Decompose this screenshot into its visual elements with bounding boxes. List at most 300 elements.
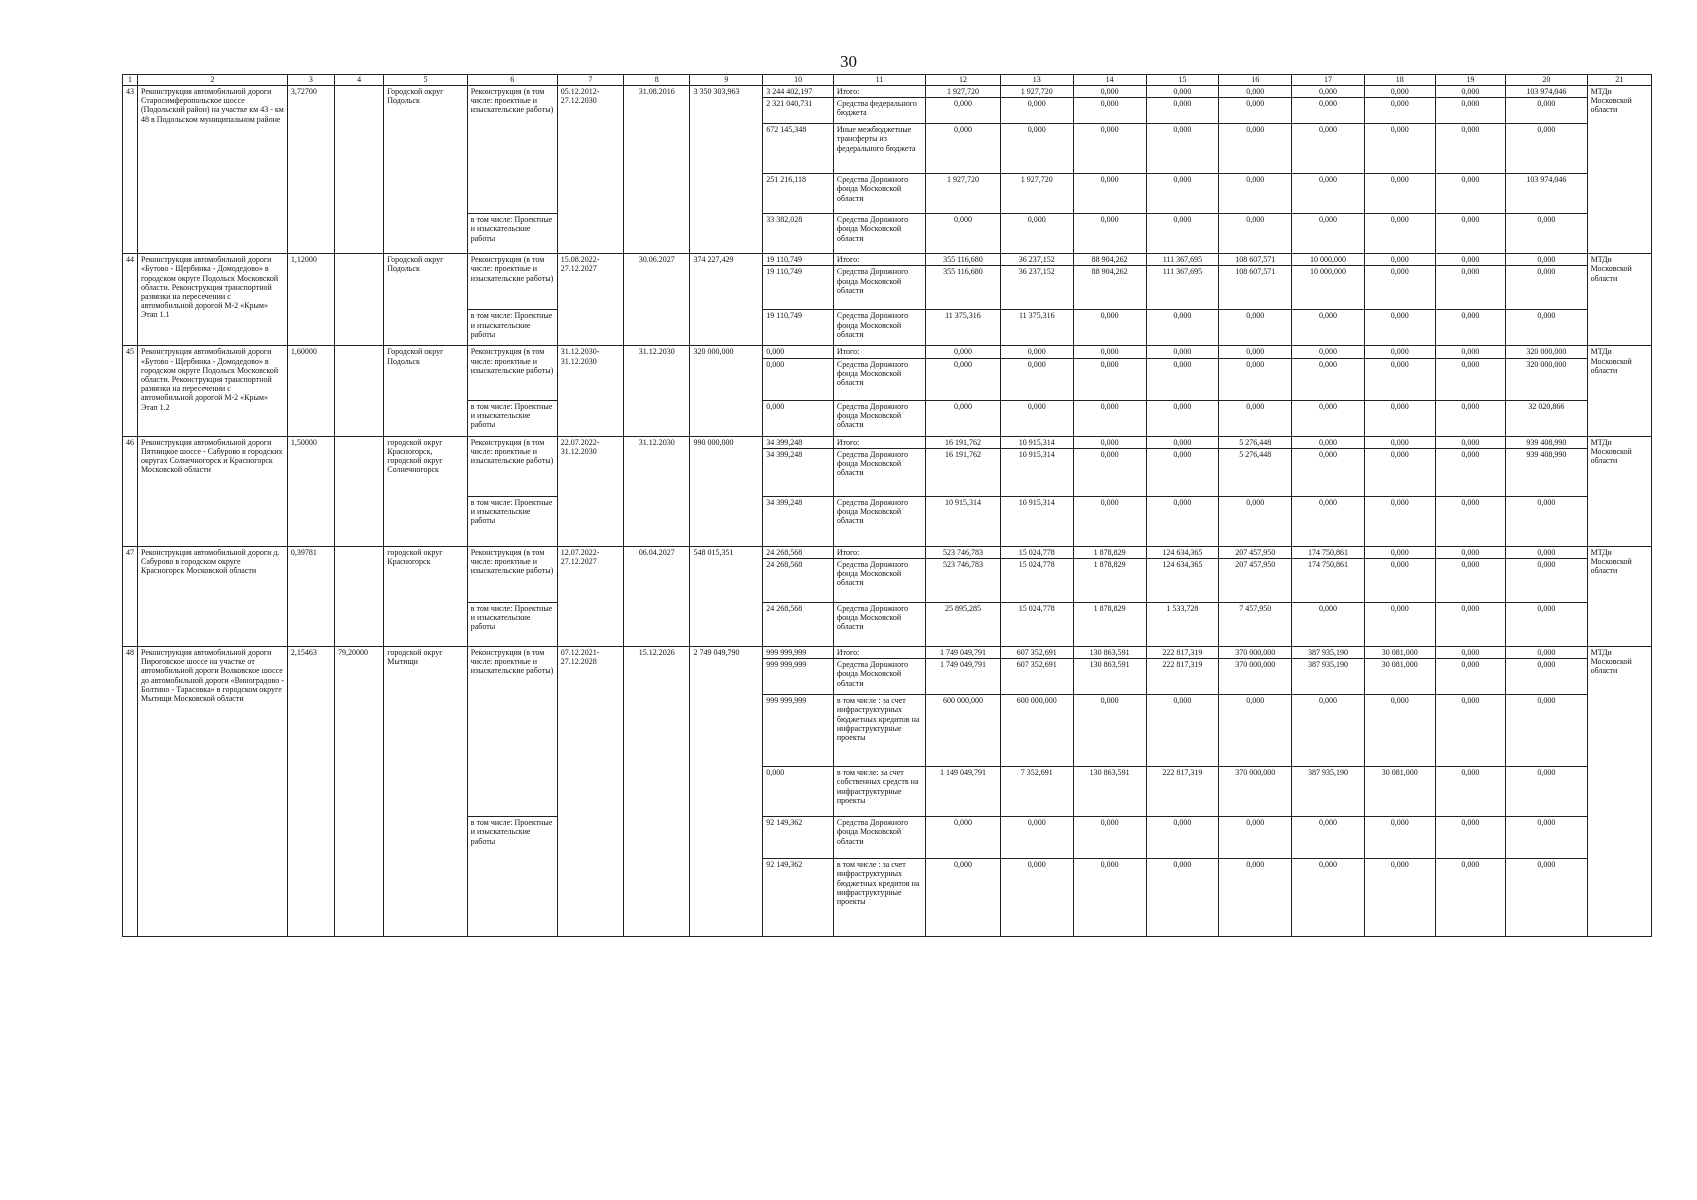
column-number-11: 11 bbox=[833, 75, 925, 86]
column-number-6: 6 bbox=[467, 75, 557, 86]
year-value-18: 30 081,000 bbox=[1364, 646, 1435, 658]
project-period: 12.07.2022-27.12.2027 bbox=[557, 546, 623, 646]
year-value-12: 1 149 049,791 bbox=[925, 767, 1000, 817]
funding-source: Иные межбюджетные трансферты из федерального бюджета bbox=[833, 124, 925, 174]
year-value-18: 0,000 bbox=[1364, 124, 1435, 174]
funding-source: Средства Дорожного фонда Московской области bbox=[833, 602, 925, 646]
project-name: Реконструкция автомобильной дороги Старосимферопольское шоссе (Подольский район) на участке км 43 - км 48 в Подольском муниципальном районе bbox=[137, 86, 287, 254]
project-number: 47 bbox=[123, 546, 138, 646]
year-value-16: 207 457,950 bbox=[1219, 558, 1292, 602]
year-value-13: 0,000 bbox=[1000, 98, 1073, 124]
project-name: Реконструкция автомобильной дороги Пятницкое шоссе - Сабурово в городских округах Солнечногорск и Красногорск Московской области bbox=[137, 436, 287, 546]
project-work-type: Реконструкция (в том числе: проектные и изыскательские работы) bbox=[467, 346, 557, 400]
source-total: 92 149,362 bbox=[763, 817, 834, 859]
column-number-10: 10 bbox=[763, 75, 834, 86]
year-value-14: 1 878,829 bbox=[1073, 602, 1146, 646]
year-value-15: 0,000 bbox=[1146, 817, 1219, 859]
year-value-13: 10 915,314 bbox=[1000, 448, 1073, 496]
year-value-12: 16 191,762 bbox=[925, 436, 1000, 448]
column-number-15: 15 bbox=[1146, 75, 1219, 86]
executor: МТДи Московской области bbox=[1587, 346, 1651, 436]
year-value-13: 0,000 bbox=[1000, 346, 1073, 358]
funding-source: Итого: bbox=[833, 546, 925, 558]
project-work-subtype: в том числе: Проектные и изыскательские работы bbox=[467, 400, 557, 436]
year-value-18: 0,000 bbox=[1364, 86, 1435, 98]
year-value-20: 0,000 bbox=[1506, 767, 1587, 817]
funding-source: Средства Дорожного фонда Московской области bbox=[833, 214, 925, 254]
year-value-15: 111 367,695 bbox=[1146, 266, 1219, 310]
project-work-type: Реконструкция (в том числе: проектные и изыскательские работы) bbox=[467, 254, 557, 310]
year-value-13: 10 915,314 bbox=[1000, 496, 1073, 546]
year-value-18: 0,000 bbox=[1364, 448, 1435, 496]
year-value-17: 387 935,190 bbox=[1292, 646, 1365, 658]
year-value-15: 0,000 bbox=[1146, 98, 1219, 124]
column-number-4: 4 bbox=[334, 75, 383, 86]
year-value-20: 0,000 bbox=[1506, 695, 1587, 767]
page-number: 30 bbox=[840, 52, 857, 71]
year-value-13: 0,000 bbox=[1000, 400, 1073, 436]
table-body bbox=[123, 86, 1652, 937]
table-row bbox=[123, 254, 1652, 266]
project-period: 05.12.2012-27.12.2030 bbox=[557, 86, 623, 254]
project-col4 bbox=[334, 546, 383, 646]
year-value-20: 103 974,046 bbox=[1506, 174, 1587, 214]
year-value-20: 0,000 bbox=[1506, 310, 1587, 346]
project-period: 07.12.2021-27.12.2028 bbox=[557, 646, 623, 936]
year-value-14: 0,000 bbox=[1073, 124, 1146, 174]
source-total: 0,000 bbox=[763, 400, 834, 436]
year-value-14: 0,000 bbox=[1073, 817, 1146, 859]
project-work-subtype: в том числе: Проектные и изыскательские работы bbox=[467, 817, 557, 937]
project-col4: 79,20000 bbox=[334, 646, 383, 936]
column-number-9: 9 bbox=[690, 75, 763, 86]
year-value-13: 36 237,152 bbox=[1000, 254, 1073, 266]
year-value-12: 0,000 bbox=[925, 859, 1000, 937]
year-value-13: 0,000 bbox=[1000, 214, 1073, 254]
year-value-17: 0,000 bbox=[1292, 436, 1365, 448]
year-value-14: 0,000 bbox=[1073, 496, 1146, 546]
source-total: 999 999,999 bbox=[763, 646, 834, 658]
year-value-14: 0,000 bbox=[1073, 310, 1146, 346]
year-value-12: 355 116,680 bbox=[925, 266, 1000, 310]
year-value-14: 0,000 bbox=[1073, 214, 1146, 254]
year-value-20: 0,000 bbox=[1506, 254, 1587, 266]
year-value-16: 0,000 bbox=[1219, 859, 1292, 937]
source-total: 24 268,568 bbox=[763, 602, 834, 646]
project-name: Реконструкция автомобильной дороги «Бутово - Щербинка - Домодедово» в городском округе Подольск Московской области. Реконструкция транспортной развязки на пересечении с автомобильной дорогой М-2 «Крым» Этап 1.1 bbox=[137, 254, 287, 346]
year-value-14: 130 863,591 bbox=[1073, 659, 1146, 695]
funding-source: Итого: bbox=[833, 346, 925, 358]
year-value-18: 0,000 bbox=[1364, 546, 1435, 558]
year-value-14: 0,000 bbox=[1073, 358, 1146, 400]
year-value-19: 0,000 bbox=[1435, 448, 1506, 496]
year-value-20: 320 000,000 bbox=[1506, 358, 1587, 400]
year-value-12: 0,000 bbox=[925, 124, 1000, 174]
year-value-19: 0,000 bbox=[1435, 254, 1506, 266]
project-number: 43 bbox=[123, 86, 138, 254]
year-value-17: 0,000 bbox=[1292, 124, 1365, 174]
project-cost: 548 015,351 bbox=[690, 546, 763, 646]
source-total: 34 399,248 bbox=[763, 496, 834, 546]
funding-source: Средства Дорожного фонда Московской области bbox=[833, 496, 925, 546]
year-value-20: 0,000 bbox=[1506, 98, 1587, 124]
year-value-13: 36 237,152 bbox=[1000, 266, 1073, 310]
table-row bbox=[123, 646, 1652, 658]
column-number-13: 13 bbox=[1000, 75, 1073, 86]
year-value-19: 0,000 bbox=[1435, 86, 1506, 98]
year-value-16: 0,000 bbox=[1219, 98, 1292, 124]
project-location: городской округ Мытищи bbox=[384, 646, 468, 936]
year-value-15: 0,000 bbox=[1146, 346, 1219, 358]
funding-source: Средства Дорожного фонда Московской области bbox=[833, 174, 925, 214]
year-value-17: 0,000 bbox=[1292, 695, 1365, 767]
year-value-18: 0,000 bbox=[1364, 859, 1435, 937]
year-value-15: 124 634,365 bbox=[1146, 546, 1219, 558]
year-value-15: 222 817,319 bbox=[1146, 767, 1219, 817]
year-value-14: 1 878,829 bbox=[1073, 546, 1146, 558]
year-value-16: 370 000,000 bbox=[1219, 646, 1292, 658]
year-value-14: 1 878,829 bbox=[1073, 558, 1146, 602]
project-length: 1,60000 bbox=[287, 346, 334, 436]
year-value-19: 0,000 bbox=[1435, 358, 1506, 400]
year-value-20: 0,000 bbox=[1506, 817, 1587, 859]
funding-source: Средства Дорожного фонда Московской области bbox=[833, 558, 925, 602]
year-value-17: 0,000 bbox=[1292, 448, 1365, 496]
project-date: 30.06.2027 bbox=[624, 254, 690, 346]
year-value-18: 0,000 bbox=[1364, 98, 1435, 124]
funding-source: Средства Дорожного фонда Московской области bbox=[833, 448, 925, 496]
year-value-19: 0,000 bbox=[1435, 124, 1506, 174]
project-length: 0,39781 bbox=[287, 546, 334, 646]
funding-source: Средства Дорожного фонда Московской области bbox=[833, 817, 925, 859]
year-value-14: 130 863,591 bbox=[1073, 767, 1146, 817]
year-value-19: 0,000 bbox=[1435, 767, 1506, 817]
year-value-13: 607 352,691 bbox=[1000, 659, 1073, 695]
year-value-12: 1 927,720 bbox=[925, 86, 1000, 98]
year-value-17: 0,000 bbox=[1292, 174, 1365, 214]
year-value-17: 387 935,190 bbox=[1292, 659, 1365, 695]
year-value-19: 0,000 bbox=[1435, 817, 1506, 859]
year-value-19: 0,000 bbox=[1435, 214, 1506, 254]
year-value-13: 0,000 bbox=[1000, 859, 1073, 937]
year-value-14: 0,000 bbox=[1073, 346, 1146, 358]
year-value-19: 0,000 bbox=[1435, 659, 1506, 695]
project-date: 15.12.2026 bbox=[624, 646, 690, 936]
year-value-13: 607 352,691 bbox=[1000, 646, 1073, 658]
year-value-20: 939 408,990 bbox=[1506, 436, 1587, 448]
year-value-17: 387 935,190 bbox=[1292, 767, 1365, 817]
year-value-14: 0,000 bbox=[1073, 174, 1146, 214]
project-date: 06.04.2027 bbox=[624, 546, 690, 646]
project-number: 45 bbox=[123, 346, 138, 436]
year-value-13: 1 927,720 bbox=[1000, 86, 1073, 98]
year-value-15: 0,000 bbox=[1146, 174, 1219, 214]
project-period: 31.12.2030-31.12.2030 bbox=[557, 346, 623, 436]
year-value-20: 0,000 bbox=[1506, 496, 1587, 546]
source-total: 24 268,568 bbox=[763, 558, 834, 602]
year-value-18: 0,000 bbox=[1364, 400, 1435, 436]
year-value-14: 0,000 bbox=[1073, 448, 1146, 496]
year-value-17: 0,000 bbox=[1292, 346, 1365, 358]
project-location: городской округ Красногорск, городской округ Солнечногорск bbox=[384, 436, 468, 546]
year-value-15: 0,000 bbox=[1146, 859, 1219, 937]
year-value-16: 0,000 bbox=[1219, 695, 1292, 767]
source-total: 0,000 bbox=[763, 346, 834, 358]
year-value-16: 0,000 bbox=[1219, 214, 1292, 254]
source-total: 0,000 bbox=[763, 767, 834, 817]
column-number-16: 16 bbox=[1219, 75, 1292, 86]
year-value-16: 108 607,571 bbox=[1219, 254, 1292, 266]
year-value-18: 0,000 bbox=[1364, 266, 1435, 310]
project-period: 15.08.2022-27.12.2027 bbox=[557, 254, 623, 346]
year-value-13: 15 024,778 bbox=[1000, 558, 1073, 602]
column-number-14: 14 bbox=[1073, 75, 1146, 86]
year-value-16: 207 457,950 bbox=[1219, 546, 1292, 558]
table-row bbox=[123, 436, 1652, 448]
source-total: 251 216,118 bbox=[763, 174, 834, 214]
year-value-15: 124 634,365 bbox=[1146, 558, 1219, 602]
year-value-17: 0,000 bbox=[1292, 86, 1365, 98]
executor: МТДи Московской области bbox=[1587, 646, 1651, 936]
year-value-20: 32 020,866 bbox=[1506, 400, 1587, 436]
project-date: 31.12.2030 bbox=[624, 436, 690, 546]
budget-table-container bbox=[122, 74, 1652, 937]
year-value-14: 0,000 bbox=[1073, 859, 1146, 937]
project-number: 44 bbox=[123, 254, 138, 346]
year-value-17: 0,000 bbox=[1292, 817, 1365, 859]
budget-table bbox=[122, 74, 1652, 937]
year-value-16: 108 607,571 bbox=[1219, 266, 1292, 310]
executor: МТДи Московской области bbox=[1587, 86, 1651, 254]
executor: МТДи Московской области bbox=[1587, 546, 1651, 646]
project-number: 48 bbox=[123, 646, 138, 936]
project-cost: 990 000,000 bbox=[690, 436, 763, 546]
year-value-15: 111 367,695 bbox=[1146, 254, 1219, 266]
year-value-14: 0,000 bbox=[1073, 400, 1146, 436]
year-value-12: 16 191,762 bbox=[925, 448, 1000, 496]
funding-source: в том числе : за счет инфраструктурных бюджетных кредитов на инфраструктурные проекты bbox=[833, 859, 925, 937]
year-value-20: 0,000 bbox=[1506, 602, 1587, 646]
source-total: 672 145,348 bbox=[763, 124, 834, 174]
column-number-18: 18 bbox=[1364, 75, 1435, 86]
year-value-14: 130 863,591 bbox=[1073, 646, 1146, 658]
year-value-20: 103 974,046 bbox=[1506, 86, 1587, 98]
year-value-17: 0,000 bbox=[1292, 214, 1365, 254]
year-value-12: 0,000 bbox=[925, 214, 1000, 254]
project-col4 bbox=[334, 346, 383, 436]
source-total: 92 149,362 bbox=[763, 859, 834, 937]
year-value-15: 222 817,319 bbox=[1146, 659, 1219, 695]
year-value-19: 0,000 bbox=[1435, 174, 1506, 214]
year-value-13: 1 927,720 bbox=[1000, 174, 1073, 214]
year-value-17: 0,000 bbox=[1292, 859, 1365, 937]
project-cost: 320 000,000 bbox=[690, 346, 763, 436]
column-number-12: 12 bbox=[925, 75, 1000, 86]
source-total: 0,000 bbox=[763, 358, 834, 400]
year-value-16: 7 457,950 bbox=[1219, 602, 1292, 646]
year-value-16: 0,000 bbox=[1219, 124, 1292, 174]
project-name: Реконструкция автомобильной дороги д. Сабурово в городском округе Красногорск Московской области bbox=[137, 546, 287, 646]
year-value-20: 0,000 bbox=[1506, 859, 1587, 937]
project-col4 bbox=[334, 254, 383, 346]
year-value-12: 0,000 bbox=[925, 358, 1000, 400]
column-number-17: 17 bbox=[1292, 75, 1365, 86]
funding-source: Средства Дорожного фонда Московской области bbox=[833, 659, 925, 695]
year-value-12: 0,000 bbox=[925, 98, 1000, 124]
year-value-13: 0,000 bbox=[1000, 124, 1073, 174]
year-value-15: 0,000 bbox=[1146, 695, 1219, 767]
column-number-5: 5 bbox=[384, 75, 468, 86]
table-row bbox=[123, 86, 1652, 98]
year-value-18: 0,000 bbox=[1364, 358, 1435, 400]
project-length: 2,15463 bbox=[287, 646, 334, 936]
year-value-14: 0,000 bbox=[1073, 695, 1146, 767]
project-work-subtype: в том числе: Проектные и изыскательские работы bbox=[467, 310, 557, 346]
project-col4 bbox=[334, 86, 383, 254]
year-value-13: 600 000,000 bbox=[1000, 695, 1073, 767]
column-number-7: 7 bbox=[557, 75, 623, 86]
source-total: 24 268,568 bbox=[763, 546, 834, 558]
year-value-20: 320 000,000 bbox=[1506, 346, 1587, 358]
year-value-16: 0,000 bbox=[1219, 346, 1292, 358]
year-value-16: 370 000,000 bbox=[1219, 659, 1292, 695]
source-total: 34 399,248 bbox=[763, 436, 834, 448]
year-value-15: 0,000 bbox=[1146, 124, 1219, 174]
year-value-20: 0,000 bbox=[1506, 214, 1587, 254]
source-total: 999 999,999 bbox=[763, 659, 834, 695]
year-value-14: 0,000 bbox=[1073, 86, 1146, 98]
year-value-17: 10 000,000 bbox=[1292, 254, 1365, 266]
year-value-15: 0,000 bbox=[1146, 214, 1219, 254]
column-number-21: 21 bbox=[1587, 75, 1651, 86]
funding-source: Средства Дорожного фонда Московской области bbox=[833, 266, 925, 310]
source-total: 2 321 040,731 bbox=[763, 98, 834, 124]
year-value-12: 0,000 bbox=[925, 817, 1000, 859]
year-value-13: 10 915,314 bbox=[1000, 436, 1073, 448]
year-value-12: 1 749 049,791 bbox=[925, 659, 1000, 695]
year-value-14: 88 904,262 bbox=[1073, 254, 1146, 266]
year-value-17: 0,000 bbox=[1292, 400, 1365, 436]
funding-source: Итого: bbox=[833, 254, 925, 266]
year-value-17: 0,000 bbox=[1292, 98, 1365, 124]
source-total: 19 110,749 bbox=[763, 266, 834, 310]
source-total: 33 382,028 bbox=[763, 214, 834, 254]
project-length: 1,12000 bbox=[287, 254, 334, 346]
year-value-19: 0,000 bbox=[1435, 546, 1506, 558]
column-number-2: 2 bbox=[137, 75, 287, 86]
year-value-20: 0,000 bbox=[1506, 124, 1587, 174]
year-value-15: 0,000 bbox=[1146, 496, 1219, 546]
project-work-type: Реконструкция (в том числе: проектные и изыскательские работы) bbox=[467, 646, 557, 816]
year-value-16: 0,000 bbox=[1219, 400, 1292, 436]
year-value-16: 0,000 bbox=[1219, 310, 1292, 346]
year-value-15: 0,000 bbox=[1146, 358, 1219, 400]
project-number: 46 bbox=[123, 436, 138, 546]
year-value-13: 0,000 bbox=[1000, 358, 1073, 400]
year-value-18: 0,000 bbox=[1364, 254, 1435, 266]
year-value-12: 523 746,783 bbox=[925, 546, 1000, 558]
source-total: 999 999,999 bbox=[763, 695, 834, 767]
year-value-20: 0,000 bbox=[1506, 646, 1587, 658]
year-value-18: 0,000 bbox=[1364, 436, 1435, 448]
year-value-18: 30 081,000 bbox=[1364, 659, 1435, 695]
year-value-16: 5 276,448 bbox=[1219, 448, 1292, 496]
year-value-16: 370 000,000 bbox=[1219, 767, 1292, 817]
funding-source: Средства Дорожного фонда Московской области bbox=[833, 358, 925, 400]
year-value-18: 0,000 bbox=[1364, 346, 1435, 358]
project-date: 31.12.2030 bbox=[624, 346, 690, 436]
year-value-12: 25 895,285 bbox=[925, 602, 1000, 646]
year-value-19: 0,000 bbox=[1435, 346, 1506, 358]
year-value-12: 523 746,783 bbox=[925, 558, 1000, 602]
year-value-12: 11 375,316 bbox=[925, 310, 1000, 346]
year-value-15: 0,000 bbox=[1146, 448, 1219, 496]
year-value-14: 88 904,262 bbox=[1073, 266, 1146, 310]
year-value-13: 15 024,778 bbox=[1000, 546, 1073, 558]
project-length: 1,50000 bbox=[287, 436, 334, 546]
executor: МТДи Московской области bbox=[1587, 254, 1651, 346]
project-location: городской округ Красногорск bbox=[384, 546, 468, 646]
year-value-15: 1 533,728 bbox=[1146, 602, 1219, 646]
year-value-19: 0,000 bbox=[1435, 310, 1506, 346]
year-value-17: 0,000 bbox=[1292, 496, 1365, 546]
year-value-16: 0,000 bbox=[1219, 86, 1292, 98]
project-location: Городской округ Подольск bbox=[384, 254, 468, 346]
funding-source: Средства федерального бюджета bbox=[833, 98, 925, 124]
year-value-14: 0,000 bbox=[1073, 436, 1146, 448]
column-number-1: 1 bbox=[123, 75, 138, 86]
project-cost: 374 227,429 bbox=[690, 254, 763, 346]
project-cost: 3 350 303,963 bbox=[690, 86, 763, 254]
project-work-subtype: в том числе: Проектные и изыскательские работы bbox=[467, 602, 557, 646]
project-period: 22.07.2022-31.12.2030 bbox=[557, 436, 623, 546]
project-name: Реконструкция автомобильной дороги Пироговское шоссе на участке от автомобильной дороги Волковское шоссе до автомобильной дороги «Виноградово - Болтино - Тарасовка» в городском округе Мытищи Московской области bbox=[137, 646, 287, 936]
year-value-19: 0,000 bbox=[1435, 98, 1506, 124]
project-date: 31.08.2016 bbox=[624, 86, 690, 254]
year-value-12: 0,000 bbox=[925, 400, 1000, 436]
year-value-18: 30 081,000 bbox=[1364, 767, 1435, 817]
project-col4 bbox=[334, 436, 383, 546]
project-work-subtype: в том числе: Проектные и изыскательские работы bbox=[467, 214, 557, 254]
year-value-12: 1 749 049,791 bbox=[925, 646, 1000, 658]
year-value-12: 0,000 bbox=[925, 346, 1000, 358]
year-value-18: 0,000 bbox=[1364, 817, 1435, 859]
year-value-15: 0,000 bbox=[1146, 86, 1219, 98]
year-value-19: 0,000 bbox=[1435, 436, 1506, 448]
source-total: 34 399,248 bbox=[763, 448, 834, 496]
year-value-18: 0,000 bbox=[1364, 496, 1435, 546]
project-work-type: Реконструкция (в том числе: проектные и изыскательские работы) bbox=[467, 86, 557, 214]
year-value-17: 0,000 bbox=[1292, 358, 1365, 400]
year-value-19: 0,000 bbox=[1435, 496, 1506, 546]
year-value-19: 0,000 bbox=[1435, 266, 1506, 310]
year-value-12: 10 915,314 bbox=[925, 496, 1000, 546]
project-cost: 2 749 049,790 bbox=[690, 646, 763, 936]
year-value-15: 0,000 bbox=[1146, 436, 1219, 448]
table-row bbox=[123, 346, 1652, 358]
funding-source: Итого: bbox=[833, 646, 925, 658]
year-value-15: 222 817,319 bbox=[1146, 646, 1219, 658]
source-total: 3 244 402,197 bbox=[763, 86, 834, 98]
project-work-type: Реконструкция (в том числе: проектные и изыскательские работы) bbox=[467, 546, 557, 602]
year-value-19: 0,000 bbox=[1435, 859, 1506, 937]
year-value-16: 5 276,448 bbox=[1219, 436, 1292, 448]
year-value-20: 939 408,990 bbox=[1506, 448, 1587, 496]
year-value-13: 0,000 bbox=[1000, 817, 1073, 859]
year-value-18: 0,000 bbox=[1364, 310, 1435, 346]
year-value-12: 1 927,720 bbox=[925, 174, 1000, 214]
column-number-20: 20 bbox=[1506, 75, 1587, 86]
